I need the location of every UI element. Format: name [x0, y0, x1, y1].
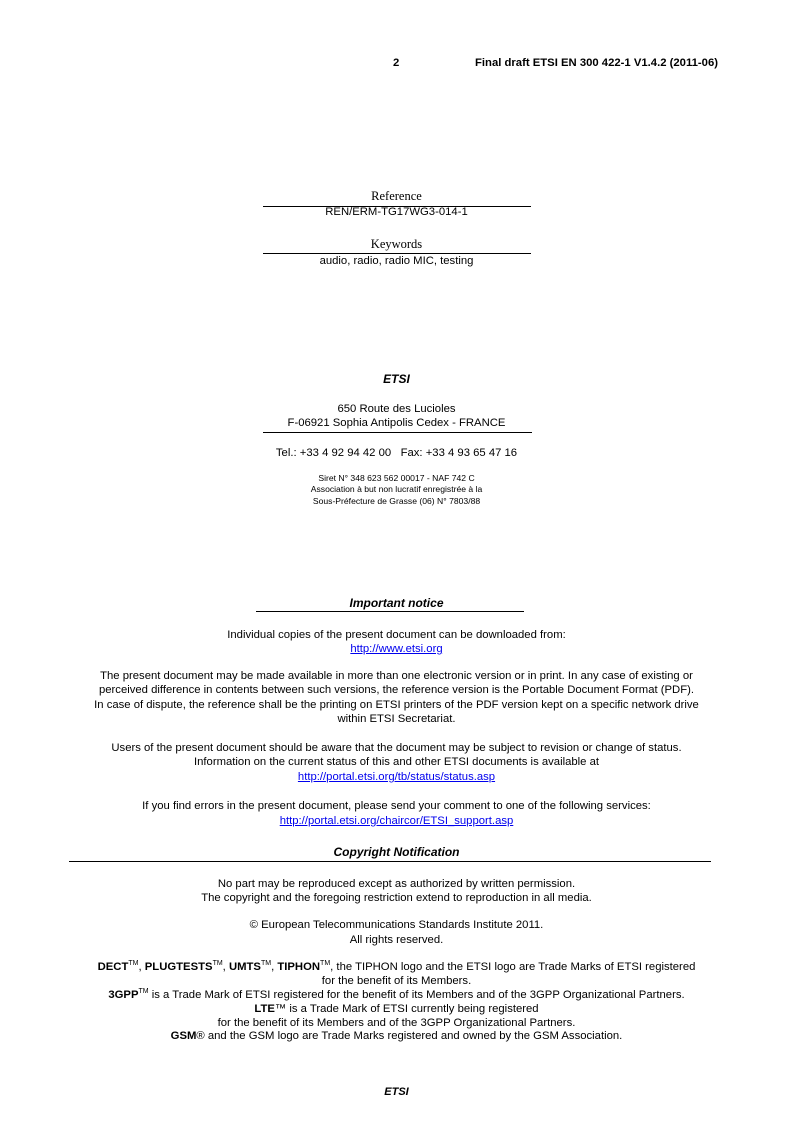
copyright-line: The copyright and the foregoing restriction extend to reproduction in all media. — [201, 892, 592, 904]
trademark-line — [0, 1029, 793, 1043]
trademark-text: , the TIPHON logo and the ETSI logo are Trade Marks of ETSI registered — [330, 961, 696, 973]
trademark-line: for the benefit of its Members and of the 3GPP Organizational Partners. — [217, 1017, 576, 1029]
notice-para1-line: perceived difference in contents between such versions, the reference version is the Portable Document Format (PDF). — [98, 684, 695, 696]
notice-para2-line: Users of the present document should be aware that the document may be subject to revision or change of status. — [111, 742, 682, 754]
etsi-website-link[interactable]: http://www.etsi.org — [350, 643, 443, 655]
tm-umts: UMTS — [228, 961, 261, 973]
keywords-label: Keywords — [370, 237, 423, 251]
tm-plugtests: PLUGTESTS — [144, 961, 213, 973]
trademark-line: for the benefit of its Members. — [321, 975, 472, 987]
org-siret-2: Association à but non lucratif enregistrée à la — [310, 484, 483, 494]
divider — [256, 611, 524, 612]
reference-label: Reference — [371, 189, 422, 203]
tm-gsm: GSM — [170, 1030, 197, 1042]
support-link[interactable]: http://portal.etsi.org/chaircor/ETSI_support.asp — [279, 815, 514, 827]
tm-mark: TM — [128, 960, 139, 968]
tm-dect: DECT — [97, 961, 129, 973]
divider — [263, 432, 532, 433]
tm-3gpp: 3GPP — [108, 989, 139, 1001]
org-phone: Tel.: +33 4 92 94 42 00 Fax: +33 4 93 65 47 16 — [275, 447, 518, 459]
important-notice-heading: Important notice — [349, 596, 444, 610]
reference-value: REN/ERM-TG17WG3-014-1 — [325, 206, 468, 218]
errors-text: If you find errors in the present document, please send your comment to one of the following services: — [142, 800, 651, 812]
notice-para1-line: The present document may be made available in more than one electronic version or in print. In any case of existing or — [100, 670, 693, 682]
notice-para2-line: Information on the current status of this and other ETSI documents is available at — [193, 756, 600, 768]
tm-mark: TM — [260, 960, 272, 968]
keywords-value: audio, radio, radio MIC, testing — [319, 255, 474, 267]
notice-para1-line: within ETSI Secretariat. — [337, 713, 456, 725]
trademark-text: is a Trade Mark of ETSI registered for the benefit of its Members and of the 3GPP Organizational Partners. — [148, 989, 685, 1001]
sep: , — [222, 961, 229, 973]
tm-lte: LTE — [254, 1003, 275, 1015]
document-title: Final draft ETSI EN 300 422-1 V1.4.2 (2011-06) — [475, 57, 718, 69]
org-siret-3: Sous-Préfecture de Grasse (06) N° 7803/88 — [312, 496, 481, 506]
page-number: 2 — [393, 57, 400, 69]
trademark-text: ® and the GSM logo are Trade Marks registered and owned by the GSM Association. — [196, 1030, 623, 1042]
trademark-line — [0, 988, 793, 1002]
copyright-heading: Copyright Notification — [333, 845, 460, 859]
trademark-line — [0, 1002, 793, 1016]
copyright-line: All rights reserved. — [349, 934, 444, 946]
org-siret-1: Siret N° 348 623 562 00017 - NAF 742 C — [318, 473, 475, 483]
org-address-1: 650 Route des Lucioles — [337, 403, 456, 415]
org-name: ETSI — [383, 372, 410, 386]
footer-etsi: ETSI — [384, 1086, 409, 1098]
sep: , — [271, 961, 278, 973]
org-address-2: F-06921 Sophia Antipolis Cedex - FRANCE — [287, 417, 506, 429]
tm-mark: TM — [212, 960, 223, 968]
tm-mark: TM — [320, 960, 331, 968]
copyright-line: No part may be reproduced except as authorized by written permission. — [217, 878, 576, 890]
download-text: Individual copies of the present document can be downloaded from: — [227, 629, 566, 641]
notice-para1-line: In case of dispute, the reference shall be the printing on ETSI printers of the PDF version kept on a specific network drive — [94, 699, 699, 711]
status-link[interactable]: http://portal.etsi.org/tb/status/status.asp — [297, 771, 496, 783]
trademark-text: ™ is a Trade Mark of ETSI currently being registered — [274, 1003, 539, 1015]
trademark-line — [0, 960, 793, 974]
sep: , — [138, 961, 145, 973]
tm-tiphon: TIPHON — [277, 961, 321, 973]
tm-mark: TM — [138, 988, 149, 996]
copyright-line: © European Telecommunications Standards Institute 2011. — [249, 919, 544, 931]
divider — [69, 861, 711, 862]
